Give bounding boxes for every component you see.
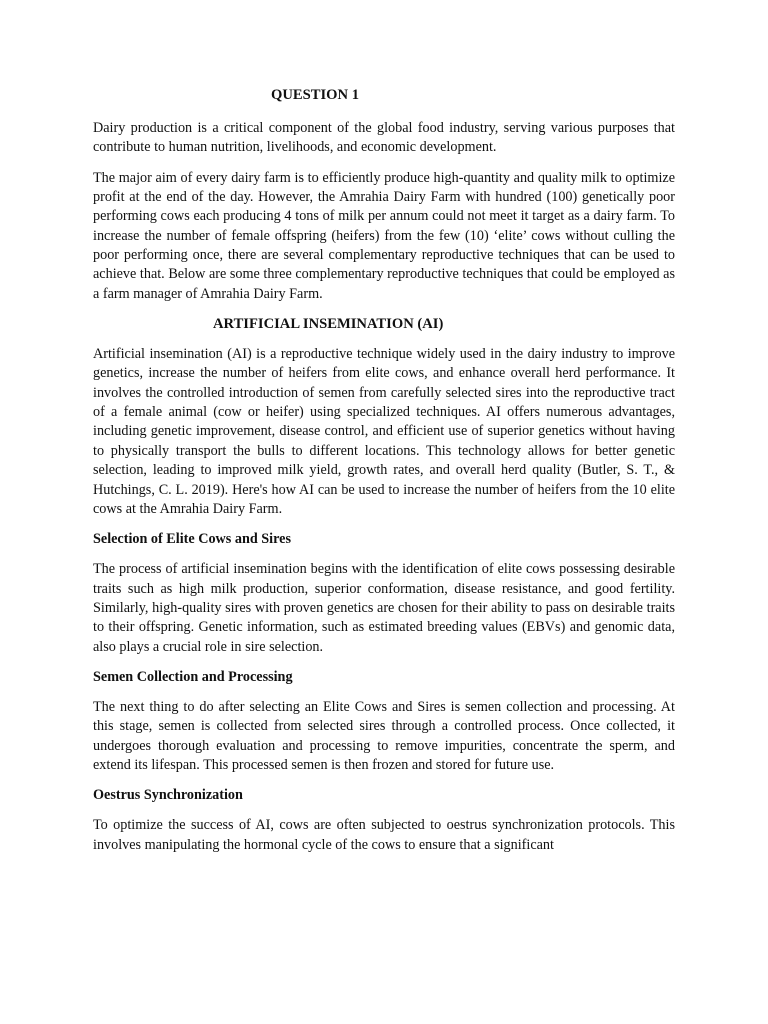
subsection-heading-semen: Semen Collection and Processing [93, 668, 293, 685]
section-title: ARTIFICIAL INSEMINATION (AI) [213, 316, 444, 333]
section-intro-paragraph: Artificial insemination (AI) is a reproductive technique widely used in the dairy industry to improve genetics, increase the number of heifers from elite cows, and enhance overall herd performance. It involves the controlled introduction of semen from carefully selected sires into the reproductive tract of a female animal (cow or heifer) using specialized techniques. AI offers numerous advantages, including genetic improvement, disease control, and efficient use of superior genetics without having to physically transport the bulls to different locations. This technology allows for better genetic selection, leading to improved milk yield, growth rates, and overall herd quality (Butler, S. T., & Hutchings, C. L. 2019). Here's how AI can be used to increase the number of heifers from the 10 elite cows at the Amrahia Dairy Farm. [93, 346, 675, 517]
subsection-paragraph-oestrus: To optimize the success of AI, cows are often subjected to oestrus synchronization protocols. This involves manipulating the hormonal cycle of the cows to ensure that a significant [93, 817, 675, 853]
document-title: QUESTION 1 [271, 87, 359, 103]
intro-paragraph-2: The major aim of every dairy farm is to efficiently produce high-quantity and quality milk to optimize profit at the end of the day. However, the Amrahia Dairy Farm with hundred (100) genetically poor performing cows each producing 4 tons of milk per annum could not meet it target as a dairy farm. To increase the number of female offspring (heifers) from the few (10) ‘elite’ cows without culling the poor performing once, there are several complementary reproductive techniques that can be used to achieve that. Below are some three complementary reproductive techniques that could be employed as a farm manager of Amrahia Dairy Farm. [93, 169, 675, 302]
intro-paragraph-1: Dairy production is a critical component of the global food industry, serving various purposes that contribute to human nutrition, livelihoods, and economic development. [93, 120, 675, 156]
subsection-heading-oestrus: Oestrus Synchronization [93, 787, 243, 804]
subsection-paragraph-semen: The next thing to do after selecting an Elite Cows and Sires is semen collection and processing. At this stage, semen is collected from selected sires through a controlled process. Once collected, it undergoes thorough evaluation and processing to remove impurities, concentrate the sperm, and extend its lifespan. This processed semen is then frozen and stored for future use. [93, 698, 675, 773]
subsection-heading-selection: Selection of Elite Cows and Sires [93, 531, 291, 548]
subsection-paragraph-selection: The process of artificial insemination begins with the identification of elite cows possessing desirable traits such as high milk production, superior conformation, disease resistance, and good fertility. Similarly, high-quality sires with proven genetics are chosen for their ability to pass on desirable traits to their offspring. Genetic information, such as estimated breeding values (EBVs) and genomic data, also plays a crucial role in sire selection. [93, 561, 675, 655]
